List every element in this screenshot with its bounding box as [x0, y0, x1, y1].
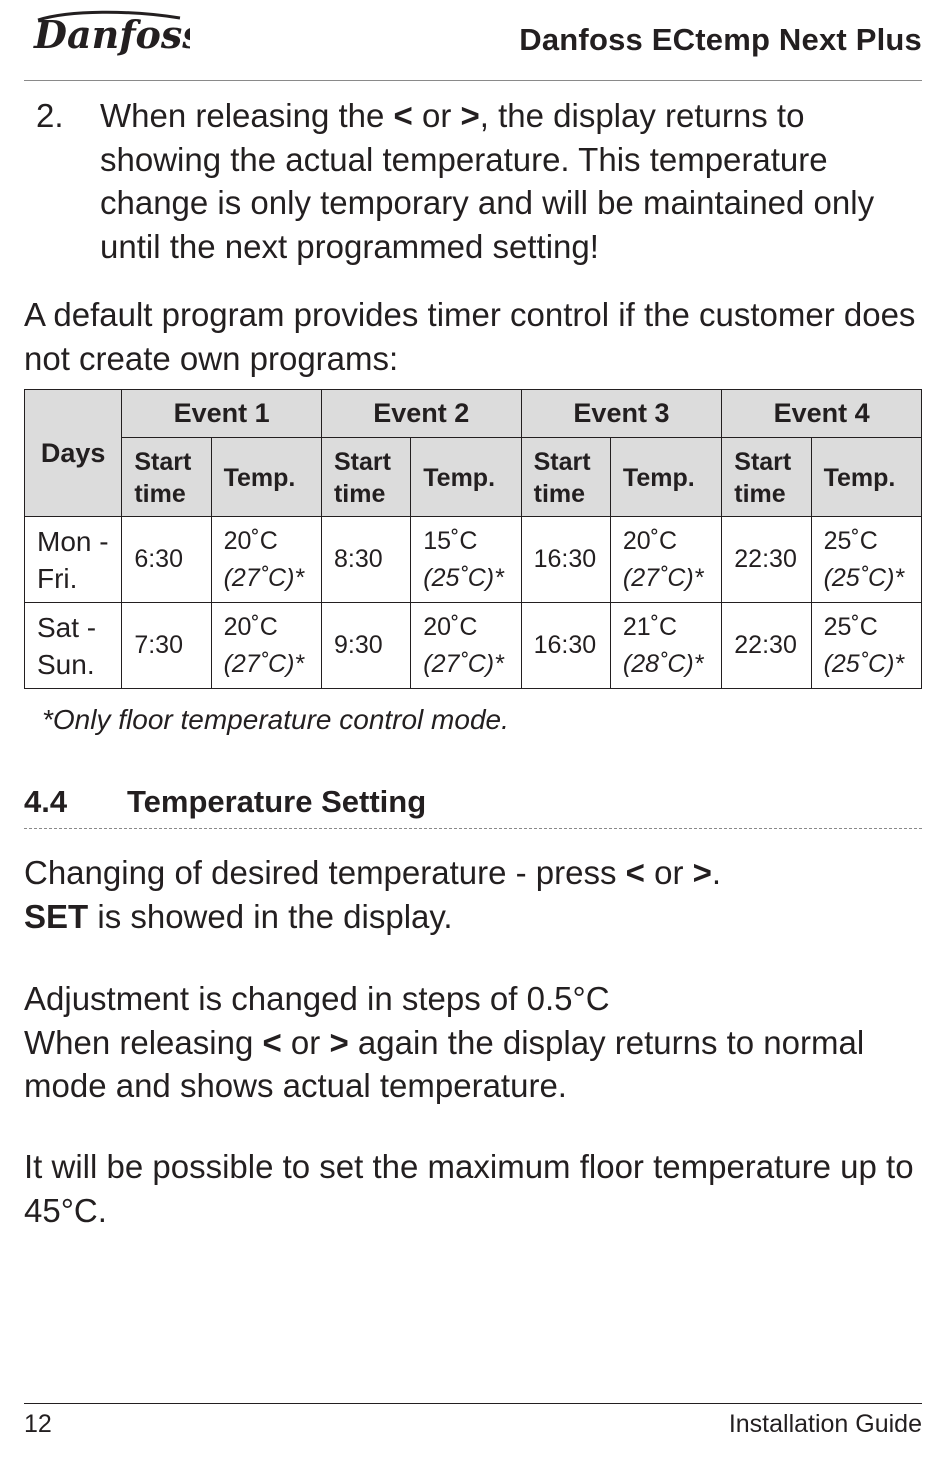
start-time-cell: 16:30: [521, 517, 610, 603]
step-number: 2.: [36, 97, 64, 134]
start-label: Start: [333, 448, 391, 476]
temp-header: Temp.: [211, 438, 321, 517]
event-header: Event 4: [722, 390, 922, 438]
start-time-cell: 22:30: [722, 517, 811, 603]
section-number: 4.4: [24, 784, 68, 819]
time-label: time: [533, 480, 586, 508]
day-label: Sun.: [37, 648, 95, 680]
room-temp: 20˚C: [622, 526, 678, 555]
temp-cell: [610, 517, 721, 603]
start-time-cell: 6:30: [122, 517, 211, 603]
paragraph-text: or: [281, 1023, 330, 1061]
floor-temp: (27˚C)*: [622, 563, 704, 592]
section-title: Temperature Setting: [127, 784, 427, 819]
svg-text:Danfoss: Danfoss: [34, 12, 190, 57]
start-label: Start: [734, 448, 792, 476]
start-time-cell: 22:30: [722, 603, 811, 689]
start-time-header: [521, 438, 610, 517]
default-program-table: [24, 389, 922, 689]
temp-cell: [610, 603, 721, 689]
start-label: Start: [533, 448, 591, 476]
paragraph-text: again the display returns to normal mode and shows actual temperature.: [24, 1023, 865, 1104]
paragraph-text: Changing of desired temperature - press: [24, 854, 626, 891]
room-temp: 25˚C: [823, 526, 878, 555]
start-time-cell: 9:30: [321, 603, 410, 689]
less-than-key: <: [393, 97, 413, 134]
room-temp: 15˚C: [423, 526, 478, 555]
event-header: Event 3: [521, 390, 722, 438]
events-header-row: [25, 390, 922, 438]
temp-header: Temp.: [811, 438, 921, 517]
paragraph-change-temp: [24, 851, 922, 938]
days-header: Days: [25, 390, 122, 517]
start-time-header: [722, 438, 811, 517]
step-text: [100, 94, 922, 268]
table-row: [25, 603, 922, 689]
time-label: time: [333, 480, 386, 508]
time-label: time: [134, 480, 186, 508]
temp-cell: [811, 603, 921, 689]
start-label: Start: [134, 448, 192, 476]
room-temp: 20˚C: [223, 612, 278, 641]
room-temp: 20˚C: [223, 526, 278, 555]
floor-temp: (25˚C)*: [823, 563, 905, 592]
danfoss-logo-image: [30, 6, 190, 64]
table-footnote: *Only floor temperature control mode.: [42, 704, 509, 735]
event-header: Event 2: [321, 390, 521, 438]
danfoss-logo: [30, 6, 190, 64]
start-time-header: [321, 438, 410, 517]
floor-temp: (28˚C)*: [622, 649, 704, 678]
paragraph-max-floor-temp: It will be possible to set the maximum floor temperature up to 45°C.: [24, 1148, 914, 1229]
floor-temp: (27˚C)*: [423, 649, 504, 678]
time-label: time: [734, 480, 786, 508]
greater-than-key: >: [329, 1023, 349, 1061]
room-temp: 21˚C: [622, 612, 678, 641]
step-text-part: , the display returns to showing the actual temperature. This temperature change is only temporary and will be maintained only until the next programmed setting!: [100, 97, 875, 265]
section-divider: [24, 828, 922, 829]
step-text-part: or: [412, 97, 461, 134]
temp-cell: [411, 603, 521, 689]
step-2: [24, 94, 922, 268]
paragraph-text: is showed in the display.: [88, 897, 453, 935]
greater-than-key: >: [460, 97, 480, 134]
floor-temp: (25˚C)*: [423, 563, 504, 592]
day-label: Mon -: [37, 525, 109, 557]
temp-cell: [211, 603, 321, 689]
less-than-key: <: [625, 854, 645, 891]
temp-cell: [211, 517, 321, 603]
start-time-cell: 7:30: [122, 603, 211, 689]
room-temp: 20˚C: [423, 612, 478, 641]
document-title: Danfoss ECtemp Next Plus: [519, 22, 922, 57]
set-indicator: SET: [24, 897, 89, 935]
temp-header: Temp.: [610, 438, 721, 517]
floor-temp: (25˚C)*: [823, 649, 905, 678]
temp-header: Temp.: [411, 438, 521, 517]
floor-temp: (27˚C)*: [223, 649, 305, 678]
temp-cell: [811, 517, 921, 603]
start-time-cell: 8:30: [321, 517, 410, 603]
greater-than-key: >: [692, 854, 712, 891]
footer-guide-label: Installation Guide: [728, 1410, 922, 1438]
intro-paragraph: A default program provides timer control if the customer does not create own programs:: [24, 296, 916, 377]
less-than-key: <: [262, 1023, 282, 1061]
floor-temp: (27˚C)*: [223, 563, 305, 592]
paragraph-text: Adjustment is changed in steps of 0.5°C: [24, 980, 610, 1017]
room-temp: 25˚C: [823, 612, 878, 641]
day-cell: [25, 603, 122, 689]
paragraph-text: When releasing: [24, 1023, 263, 1061]
table-row: [25, 517, 922, 603]
sub-header-row: [25, 438, 922, 517]
step-text-part: When releasing the: [100, 97, 394, 134]
start-time-cell: 16:30: [521, 603, 610, 689]
day-cell: [25, 517, 122, 603]
day-label: Fri.: [37, 562, 78, 594]
page-number: 12: [24, 1410, 52, 1438]
temp-cell: [411, 517, 521, 603]
day-label: Sat -: [37, 611, 97, 643]
paragraph-text: .: [711, 854, 722, 891]
start-time-header: [122, 438, 211, 517]
footer-divider: [24, 1403, 922, 1404]
event-header: Event 1: [122, 390, 322, 438]
paragraph-text: or: [644, 854, 693, 891]
header-divider: [24, 80, 922, 81]
paragraph-adjustment: [24, 977, 922, 1108]
